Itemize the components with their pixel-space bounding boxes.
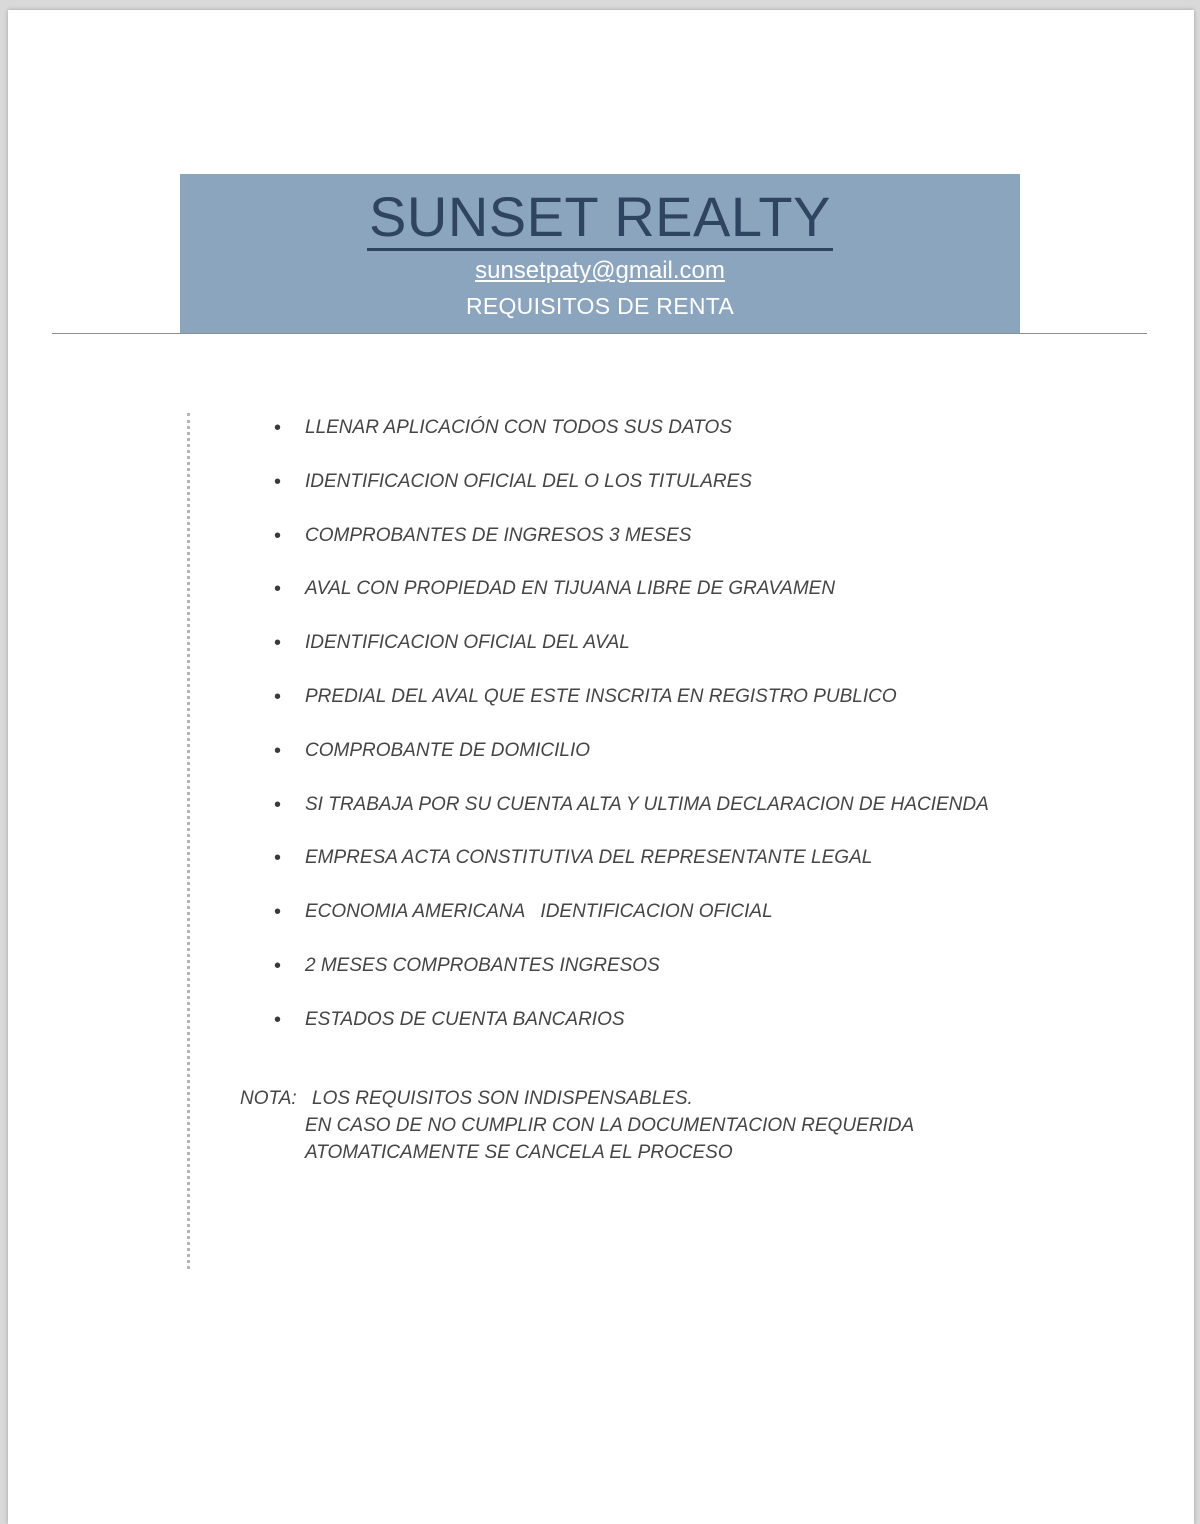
bullet-icon: • xyxy=(274,685,282,708)
bullet-icon: • xyxy=(274,417,282,439)
requirement-text: IDENTIFICACION OFICIAL DEL AVAL xyxy=(305,632,630,654)
bullet-icon: • xyxy=(274,793,282,816)
requirement-text: ECONOMIA AMERICANA IDENTIFICACION OFICIAL xyxy=(305,901,773,923)
note-line: ATOMATICAMENTE SE CANCELA EL PROCESO xyxy=(305,1142,733,1163)
bullet-icon: • xyxy=(274,578,282,601)
note-line: EN CASO DE NO CUMPLIR CON LA DOCUMENTACION REQUERIDA xyxy=(305,1115,915,1136)
header-band xyxy=(180,174,1020,334)
dotted-margin-line xyxy=(187,413,190,1269)
requirement-text: LLENAR APLICACIÓN CON TODOS SUS DATOS xyxy=(305,417,732,438)
email-link[interactable]: sunsetpaty@gmail.com xyxy=(475,257,725,284)
requirement-text: COMPROBANTES DE INGRESOS 3 MESES xyxy=(305,524,692,546)
bullet-icon: • xyxy=(274,470,282,493)
bullet-icon: • xyxy=(274,524,282,547)
header-divider xyxy=(52,333,1147,334)
requirement-text: 2 MESES COMPROBANTES INGRESOS xyxy=(305,954,660,976)
bullet-icon: • xyxy=(274,632,282,655)
email-line xyxy=(180,256,1020,286)
requirement-text: SI TRABAJA POR SU CUENTA ALTA Y ULTIMA DECLARACION DE HACIENDA xyxy=(305,793,989,815)
requirement-text: AVAL CON PROPIEDAD EN TIJUANA LIBRE DE GRAVAMEN xyxy=(305,578,836,600)
bullet-icon: • xyxy=(274,739,282,762)
document-subtitle: REQUISITOS DE RENTA xyxy=(465,293,735,319)
requirement-text: ESTADOS DE CUENTA BANCARIOS xyxy=(305,1008,625,1030)
requirement-text: COMPROBANTE DE DOMICILIO xyxy=(305,739,591,761)
note-label: NOTA: xyxy=(240,1088,297,1109)
bullet-icon: • xyxy=(274,954,282,977)
note-line: LOS REQUISITOS SON INDISPENSABLES. xyxy=(312,1088,693,1109)
note-text xyxy=(305,1085,1105,1166)
bullet-icon: • xyxy=(274,847,282,870)
requirement-text: EMPRESA ACTA CONSTITUTIVA DEL REPRESENTANTE LEGAL xyxy=(305,847,873,869)
document-page xyxy=(8,10,1194,1524)
company-name-text: SUNSET REALTY xyxy=(367,185,833,251)
requirement-text: IDENTIFICACION OFICIAL DEL O LOS TITULARES xyxy=(305,470,752,492)
bullet-icon: • xyxy=(274,901,282,924)
company-name xyxy=(180,180,1020,254)
requirement-text: PREDIAL DEL AVAL QUE ESTE INSCRITA EN REGISTRO PUBLICO xyxy=(305,685,897,707)
bullet-icon: • xyxy=(274,1008,282,1031)
